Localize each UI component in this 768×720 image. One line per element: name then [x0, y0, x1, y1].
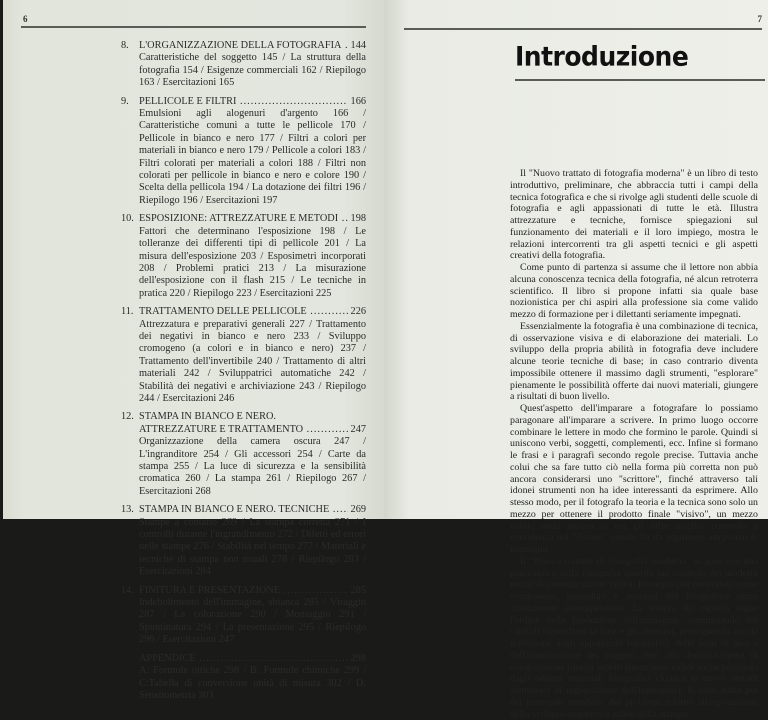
page-number: 7 — [757, 14, 762, 24]
right-page — [384, 0, 768, 720]
toc-entry — [121, 653, 366, 703]
toc-entry — [121, 504, 366, 578]
toc-page: 166 — [350, 95, 366, 107]
toc-description: Emulsioni agli alogenuri d'argento 166 / Caratteristiche comuni a tutte le pellicole 170 / Pellicole in bianco e nero 177 / Filtri a colori per materiali in bianco e nero 179 / Pellicole a colori 183 / Filtri colorati per materiali a colori 188 / Filtri non colorati per pellicole in bianco e nero e colore 190 / Scelta della pellicola 194 / La dotazione dei filtri 196 / Riepilogo 196 / Esercitazioni 197 — [139, 108, 366, 206]
toc-number: 10. — [121, 213, 134, 225]
toc-title: L'ORGANIZZAZIONE DELLA FOTOGRAFIA ..... — [139, 40, 348, 52]
toc-description: Caratteristiche del soggetto 145 / La struttura della fotografia 154 / Esigenze commerciali 162 / Riepilogo 163 / Esercitazioni 165 — [139, 52, 366, 89]
toc-page: 285 — [350, 584, 366, 596]
toc-number — [121, 653, 139, 665]
toc-description: Indebolimento dell'immagine, sbianca 285 / Viraggio 287 / La colorazione 290 / Montaggio 291 / Spuntinatura 294 / La presentazione 295 / Riepilogo 296 / Esercitazioni 247 — [139, 597, 366, 646]
toc-page: 144 — [350, 40, 366, 51]
toc-entry — [121, 585, 366, 647]
toc-entry — [121, 213, 366, 300]
toc-number: 14. — [121, 584, 134, 596]
toc-entry — [121, 411, 366, 498]
toc-title: STAMPA IN BIANCO E NERO. TECNICHE ..... — [139, 504, 348, 516]
toc-entry — [121, 306, 366, 405]
body-text — [510, 168, 758, 720]
header-rule — [404, 28, 762, 30]
toc-entry — [121, 96, 366, 208]
toc-title: FINITURA E PRESENTAZIONE ..... — [139, 585, 348, 597]
toc-number: 8. — [121, 40, 129, 51]
header-rule — [21, 26, 366, 28]
toc-title: ATTREZZATURE E TRATTAMENTO ..... — [139, 424, 348, 436]
toc-title: ESPOSIZIONE: ATTREZZATURE E METODI ..... — [139, 213, 348, 225]
toc-number: 9. — [121, 95, 129, 107]
toc-number: 11. — [121, 306, 134, 318]
toc-description: Organizzazione della camera oscura 247 / L'ingranditore 254 / Gli accessori 254 / Carte da stampa 255 / La luce di sicurezza e la sensibilità cromatica 260 / La stampa 261 / Riepilogo 267 / Esercitazioni 268 — [139, 436, 366, 497]
toc-number: 12. — [121, 411, 134, 423]
toc-title: APPENDICE ..... — [139, 653, 348, 665]
toc-number: 13. — [121, 504, 134, 516]
toc-page: 269 — [350, 504, 366, 516]
toc-description: A: Formule ottiche 298 / B: Formule chimiche 299 / C:Tabella di conversione unità di misura 302 / D: Sensitometria 303 — [139, 665, 366, 701]
toc-description: Fattori che determinano l'esposizione 198 / Le tolleranze dei differenti tipi di pellicole 201 / La misura dell'esposizione 203 / Esposimetri incorporati 208 / Problemi pratici 213 / La misurazione dell'esposizione con il flash 215 / Le tecniche in pratica 220 / Riepilogo 223 / Esercitazioni 225 — [139, 225, 366, 299]
table-of-contents — [121, 40, 366, 708]
toc-title: PELLICOLE E FILTRI ..... — [139, 96, 348, 108]
toc-page: 247 — [350, 423, 366, 435]
paragraph: Essenzialmente la fotografia è una combinazione di tecnica, di osservazione visiva e di elaborazione dei materiali. Lo sviluppo della propria abilità in fotografia deve includere alcune teorie tecniche di base; in caso contrario diventa impossibile ottenere il massimo dagli strumenti, "esplorare" pienamente le possibilità offerte dai nuovi materiali, giungere a risultati di buon livello. — [510, 320, 758, 403]
toc-description: Stampe a contatto 269 / La stampa corretta 271 / I controlli durante l'ingrandimento 272 / Difetti ed errori nelle stampe 276 / Stabilità nel tempo 277 / Materiali e tecniche di stampa non usuali 278 / Riepilogo 283 / Esercitazioni 284 — [139, 516, 366, 578]
chapter-title: Introduzione — [515, 41, 689, 72]
title-underline — [515, 79, 765, 81]
page-number: 6 — [23, 14, 28, 24]
paragraph: Come punto di partenza si assume che il lettore non abbia alcuna conoscenza tecnica della fotografia, né alcun retroterra scientifico. Il libro si propone infatti sia quale base nozionistica per chi aspiri alla professione sia come valido mezzo di formazione per i dilettanti seriamente impegnati. — [510, 262, 758, 320]
toc-page: 298 — [350, 652, 366, 664]
toc-title: TRATTAMENTO DELLE PELLICOLE ..... — [139, 306, 348, 318]
toc-description: Attrezzatura e preparativi generali 227 / Trattamento dei negativi in bianco e nero 233 / Sviluppo cromogeno (a colori e in bianco e nero) 237 / Trattamento dell'invertibile 240 / Trattamento di altri materiali 242 / Sviluppatrici automatiche 242 / Stabilità dei negativi e archiviazione 243 / Riepilogo 244 / Esercitazioni 246 — [139, 318, 366, 404]
paragraph: Il "Nuovo trattato di fotografia moderna" è un libro di testo introduttivo, preliminare, che abbraccia tutti i campi della tecnica fotografica e che si rivolge agli studenti delle scuole di fotografia e agli appassionati di tutte le età. Illustra attrezzature e tecniche, fornisce spiegazioni sul funzionamento dei materiali e il loro impiego, mostra le relazioni intercorrenti tra gli aspetti tecnici e gli aspetti creativi della fotografia. — [510, 168, 758, 262]
toc-entry — [121, 40, 366, 90]
paragraph: Quest'aspetto dell'imparare a fotografare lo possiamo paragonare all'imparare a scrivere. In primo luogo occorre combinare le lettere in modo che formino le parole. Quindi si uniscono verbi, soggetti, complementi, ecc. Infine si formano le frasi e i paragrafi secondo regole precise. Tuttavia anche colui che sa fare tutto ciò nella forma più corretta non può ancora considerarsi uno "scrittore", finché attraverso tali idonei strumenti non ha idee interessanti da esprimere. Allo stesso modo, per il fotografo la teoria e la tecnica sono solo un mezzo per ottenere il prodotto finale "visivo", un mezzo valido nella misura in cui gli offre miglior controllo e confidenza nel "fissare" quanto ha da esprimere attraverso le immagini. — [510, 403, 758, 555]
toc-page: 198 — [350, 213, 366, 225]
paragraph: Il "Nuovo trattato di fotografia moderna" si apre con una panoramica sulla fotografia inserita nel contesto dei moderni mezzi di comunicazione visiva. Prosegue poi mostrando come componenti, procedure e processi del fotografare siano strettamente interdipendenti. La stesura dei capitoli segue l'ordine della produzione dell'immagine, cominciando dai capitoli riguardanti la luce e gli obiettivi, proseguendo con la trattazione degli apparecchi fotografici, delle fonti di luce e dell'illuminazione dei soggetti, fino alla decisiva opera di composizione (questi aspetti rimarranno validi anche passando dagli odierni materiali fotografici chimici ai nuovi metodi elettronici di registrazione dell'immagine). Il testo tratta poi del materiale sensibile, dei problemi relativi all'esposizione, dello sviluppo negativo e infine della stampa. — [510, 555, 758, 720]
toc-title-line: STAMPA IN BIANCO E NERO. — [139, 411, 276, 423]
toc-page: 226 — [350, 306, 366, 318]
left-page — [3, 0, 384, 701]
